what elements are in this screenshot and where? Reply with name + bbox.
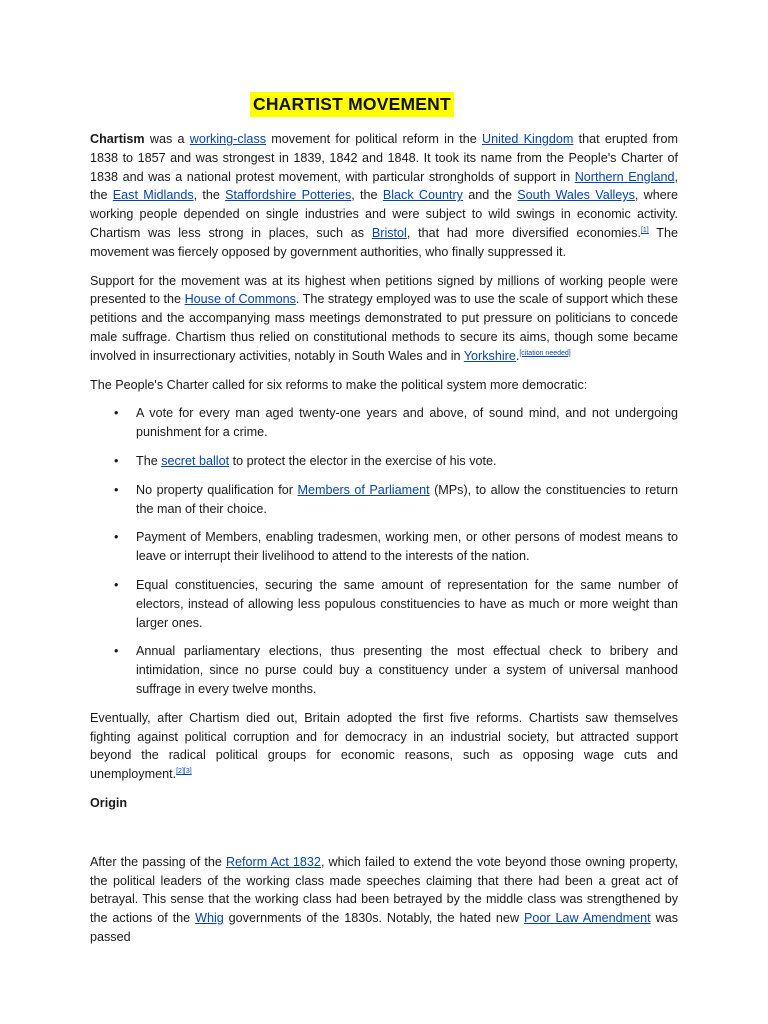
reforms-list (90, 404, 678, 698)
list-item: • The secret ballot to protect the elector in the exercise of his vote. (90, 452, 678, 471)
citation-2-3[interactable]: [2][3] (176, 768, 192, 776)
charter-intro-paragraph: The People's Charter called for six reforms to make the political system more democratic: (90, 377, 588, 392)
link-whig[interactable]: Whig (195, 911, 224, 926)
origin-paragraph: After the passing of the Reform Act 1832, which failed to extend the vote beyond those owning property, the political leaders of the working class made speeches claiming that there had been a great act of betrayal. This sense that the working class had been betrayed by the middle class was strengthened by the actions of the Whig governments of the 1830s. Notably, the hated new Poor Law Amendment was passed (90, 854, 679, 944)
list-item: • Equal constituencies, securing the same amount of representation for the same number of electors, instead of allowing less populous constituencies to have as much or more weight than larger ones. (114, 577, 678, 630)
link-united-kingdom[interactable]: United Kingdom (481, 132, 574, 146)
link-south-wales-valleys[interactable]: South Wales Valleys (517, 188, 635, 203)
list-item: • No property qualification for Members of Parliament (MPs), to allow the constituencies to return the man of their choice. (114, 482, 678, 516)
article-body (90, 130, 678, 957)
bullet-icon: • (114, 530, 119, 545)
bullet-icon: • (114, 482, 119, 497)
support-paragraph: Support for the movement was at its highest when petitions signed by millions of working people were presented to the House of Commons. The strategy employed was to use the scale of support which these petitions and the accompanying mass meetings demonstrated to put pressure on politicians to concede male suffrage. Chartism thus relied on constitutional methods to secure its aims, though some became involved in insurrectionary activities, notably in South Wales and in Yorkshire.[citation needed] (90, 273, 678, 363)
link-secret-ballot[interactable]: secret ballot (161, 453, 230, 468)
intro-paragraph: Chartism was a working-class movement for political reform in the United Kingdom that erupted from 1838 to 1857 and was strongest in 1839, 1842 and 1848. It took its name from the People's Charter of 1838 and was a national protest movement, with particular strongholds of support in Northern England, the East Midlands, the Staffordshire Potteries, the Black Country and the South Wales Valleys, where working people depended on single industries and were subject to wild swings in economic activity. Chartism was less strong in places, such as Bristol, that had more diversified economies.[1] The movement was fiercely opposed by government authorities, who finally suppressed it. (90, 132, 678, 259)
section-heading-origin: Origin (90, 795, 128, 810)
link-staffordshire-potteries[interactable]: Staffordshire Potteries (225, 188, 352, 203)
link-northern-england[interactable]: Northern England (574, 169, 675, 184)
term-chartism: Chartism (90, 132, 145, 146)
link-black-country[interactable]: Black Country (382, 188, 463, 203)
bullet-icon: • (114, 577, 119, 592)
link-east-midlands[interactable]: East Midlands (112, 188, 194, 203)
list-item: • Annual parliamentary elections, thus presenting the most effectual check to bribery and intimidation, since no purse could buy a constituency under a system of universal manhood suffrage in every twelve months. (114, 644, 678, 696)
list-item: • Payment of Members, enabling tradesmen, working men, or other persons of modest means to leave or interrupt their livelihood to attend to the interests of the nation. (114, 530, 678, 564)
link-bristol[interactable]: Bristol (371, 225, 407, 240)
citation-needed[interactable]: [citation needed] (519, 349, 571, 357)
link-members-of-parliament[interactable]: Members of Parliament (297, 482, 430, 497)
link-working-class[interactable]: working-class (189, 132, 267, 146)
outcome-paragraph: Eventually, after Chartism died out, Britain adopted the first five reforms. Chartists saw themselves fighting against political corruption and for democracy in an industrial society, but attracted support beyond the radical political groups for economic reasons, such as opposing wage cuts and unemployment.[2][3] (90, 710, 678, 782)
list-item: • A vote for every man aged twenty-one years and above, of sound mind, and not undergoing punishment for a crime. (114, 406, 678, 440)
citation-1[interactable]: [1] (640, 226, 649, 234)
bullet-icon: • (114, 453, 119, 468)
bullet-icon: • (114, 644, 119, 659)
link-yorkshire[interactable]: Yorkshire (463, 348, 516, 363)
link-poor-law-amendment[interactable]: Poor Law Amendment (523, 911, 651, 926)
page-title: CHARTIST MOVEMENT (250, 92, 454, 117)
link-house-of-commons[interactable]: House of Commons (184, 292, 296, 307)
link-reform-act-1832[interactable]: Reform Act 1832 (225, 854, 321, 869)
bullet-icon: • (114, 406, 119, 421)
